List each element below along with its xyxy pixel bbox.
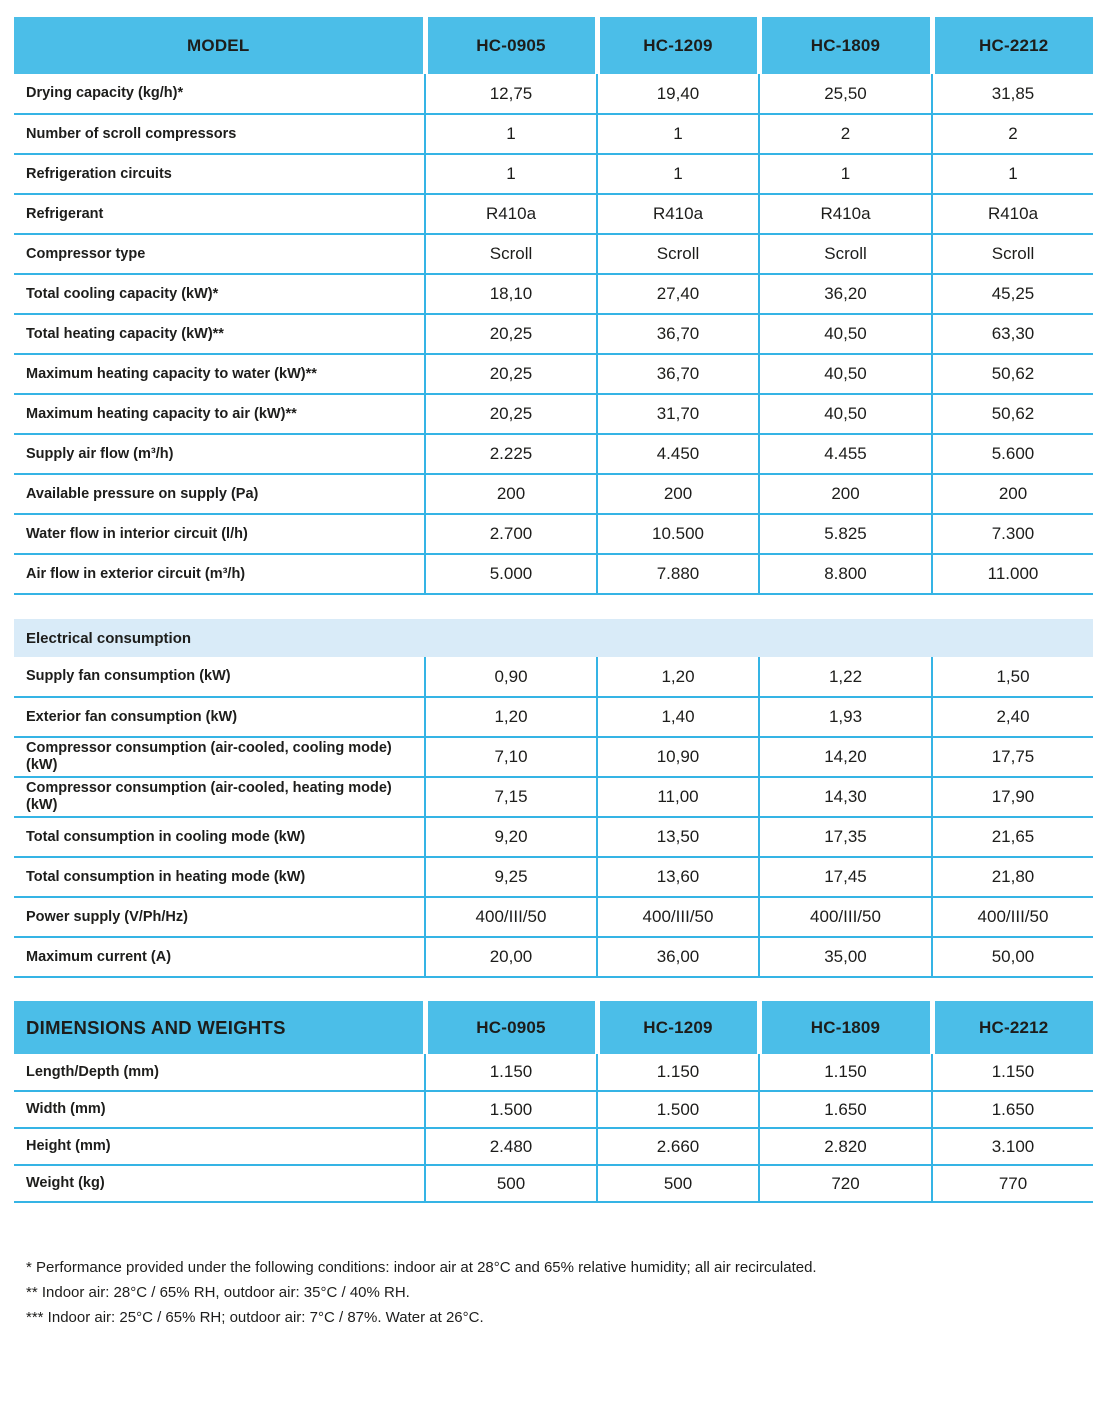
row-value: 2 <box>759 114 932 154</box>
row-label: Length/Depth (mm) <box>14 1054 425 1091</box>
row-label: Number of scroll compressors <box>14 114 425 154</box>
main-spec-table <box>14 17 1093 595</box>
row-value: 200 <box>597 474 759 514</box>
row-label: Air flow in exterior circuit (m³/h) <box>14 554 425 594</box>
row-value: 0,90 <box>425 657 597 697</box>
row-value: 50,62 <box>932 354 1093 394</box>
row-value: 40,50 <box>759 394 932 434</box>
column-header-hc-1209: HC-1209 <box>597 17 759 74</box>
row-label: Exterior fan consumption (kW) <box>14 697 425 737</box>
footnote-3: *** Indoor air: 25°C / 65% RH; outdoor air: 7°C / 87%. Water at 26°C. <box>26 1309 484 1326</box>
table-row <box>14 1054 1093 1091</box>
row-value: 2.660 <box>597 1128 759 1165</box>
dimensions-weights-table <box>14 1001 1093 1203</box>
table-row <box>14 697 1093 737</box>
row-value: 27,40 <box>597 274 759 314</box>
row-value: 50,00 <box>932 937 1093 977</box>
row-label: Refrigerant <box>14 194 425 234</box>
main-header-row <box>14 17 1093 74</box>
row-value: 5.600 <box>932 434 1093 474</box>
row-value: 9,25 <box>425 857 597 897</box>
dim-column-header-hc-1209: HC-1209 <box>597 1001 759 1054</box>
row-value: 17,75 <box>932 737 1093 777</box>
row-value: 5.000 <box>425 554 597 594</box>
row-label: Power supply (V/Ph/Hz) <box>14 897 425 937</box>
row-label: Refrigeration circuits <box>14 154 425 194</box>
row-value: 50,62 <box>932 394 1093 434</box>
table-row <box>14 554 1093 594</box>
row-value: 40,50 <box>759 354 932 394</box>
row-value: 20,00 <box>425 937 597 977</box>
row-label: Maximum heating capacity to water (kW)** <box>14 354 425 394</box>
row-value: 7.880 <box>597 554 759 594</box>
table-row <box>14 474 1093 514</box>
row-value: 400/III/50 <box>597 897 759 937</box>
row-value: 720 <box>759 1165 932 1202</box>
row-value: 19,40 <box>597 74 759 114</box>
dimensions-header-row <box>14 1001 1093 1054</box>
row-value: 2 <box>932 114 1093 154</box>
row-value: 20,25 <box>425 394 597 434</box>
row-value: 31,70 <box>597 394 759 434</box>
row-value: 400/III/50 <box>425 897 597 937</box>
row-value: 4.450 <box>597 434 759 474</box>
row-value: 2.480 <box>425 1128 597 1165</box>
row-value: 1,40 <box>597 697 759 737</box>
row-value: 1,20 <box>425 697 597 737</box>
row-value: 2.820 <box>759 1128 932 1165</box>
table-row <box>14 154 1093 194</box>
row-label: Weight (kg) <box>14 1165 425 1202</box>
row-label: Total consumption in cooling mode (kW) <box>14 817 425 857</box>
row-value: 5.825 <box>759 514 932 554</box>
row-value: 17,45 <box>759 857 932 897</box>
row-label: Total heating capacity (kW)** <box>14 314 425 354</box>
row-label: Maximum current (A) <box>14 937 425 977</box>
row-value: 7,15 <box>425 777 597 817</box>
row-value: 200 <box>932 474 1093 514</box>
row-value: 1.150 <box>597 1054 759 1091</box>
row-value: 13,60 <box>597 857 759 897</box>
row-label: Maximum heating capacity to air (kW)** <box>14 394 425 434</box>
row-value: 17,90 <box>932 777 1093 817</box>
row-value: 1 <box>932 154 1093 194</box>
table-row <box>14 897 1093 937</box>
row-value: 1.500 <box>597 1091 759 1128</box>
row-value: 500 <box>425 1165 597 1202</box>
table-row <box>14 234 1093 274</box>
row-value: 36,00 <box>597 937 759 977</box>
row-label: Height (mm) <box>14 1128 425 1165</box>
row-value: 1.500 <box>425 1091 597 1128</box>
row-label: Total consumption in heating mode (kW) <box>14 857 425 897</box>
row-value: 9,20 <box>425 817 597 857</box>
row-value: 2.700 <box>425 514 597 554</box>
row-value: 8.800 <box>759 554 932 594</box>
table-row <box>14 194 1093 234</box>
table-row <box>14 74 1093 114</box>
row-value: 1,20 <box>597 657 759 697</box>
row-label: Water flow in interior circuit (l/h) <box>14 514 425 554</box>
row-value: 3.100 <box>932 1128 1093 1165</box>
row-value: R410a <box>759 194 932 234</box>
row-value: 1.650 <box>932 1091 1093 1128</box>
row-value: 2,40 <box>932 697 1093 737</box>
dim-column-header-hc-0905: HC-0905 <box>425 1001 597 1054</box>
row-value: 1 <box>597 114 759 154</box>
row-value: 1.150 <box>425 1054 597 1091</box>
row-value: 1 <box>759 154 932 194</box>
row-value: 7,10 <box>425 737 597 777</box>
table-row <box>14 737 1093 777</box>
row-value: 1 <box>425 154 597 194</box>
table-row <box>14 394 1093 434</box>
dimensions-section-title: DIMENSIONS AND WEIGHTS <box>14 1001 425 1054</box>
row-label: Compressor consumption (air-cooled, heating mode) (kW) <box>14 777 425 817</box>
footnote-2: ** Indoor air: 28°C / 65% RH, outdoor air: 35°C / 40% RH. <box>26 1284 410 1301</box>
row-value: 400/III/50 <box>759 897 932 937</box>
row-label: Available pressure on supply (Pa) <box>14 474 425 514</box>
table-row <box>14 777 1093 817</box>
row-value: 1,93 <box>759 697 932 737</box>
table-row <box>14 1165 1093 1202</box>
row-value: 10.500 <box>597 514 759 554</box>
row-value: 4.455 <box>759 434 932 474</box>
row-value: 200 <box>425 474 597 514</box>
table-row <box>14 434 1093 474</box>
row-value: 12,75 <box>425 74 597 114</box>
column-header-hc-0905: HC-0905 <box>425 17 597 74</box>
row-value: Scroll <box>425 234 597 274</box>
row-value: 11,00 <box>597 777 759 817</box>
electrical-consumption-table <box>14 657 1093 978</box>
row-value: 40,50 <box>759 314 932 354</box>
row-value: 21,65 <box>932 817 1093 857</box>
table-row <box>14 114 1093 154</box>
row-value: 36,70 <box>597 314 759 354</box>
row-label: Supply fan consumption (kW) <box>14 657 425 697</box>
table-row <box>14 514 1093 554</box>
row-value: 17,35 <box>759 817 932 857</box>
table-row <box>14 937 1093 977</box>
row-value: 25,50 <box>759 74 932 114</box>
table-row <box>14 657 1093 697</box>
electrical-consumption-section-band <box>14 619 1093 657</box>
row-value: 1 <box>425 114 597 154</box>
electrical-consumption-title: Electrical consumption <box>26 629 192 647</box>
row-value: 1.150 <box>759 1054 932 1091</box>
row-value: 35,00 <box>759 937 932 977</box>
row-value: 1 <box>597 154 759 194</box>
dim-column-header-hc-2212: HC-2212 <box>932 1001 1093 1054</box>
row-value: 2.225 <box>425 434 597 474</box>
row-label: Drying capacity (kg/h)* <box>14 74 425 114</box>
row-value: R410a <box>597 194 759 234</box>
column-header-hc-1809: HC-1809 <box>759 17 932 74</box>
row-value: 13,50 <box>597 817 759 857</box>
row-label: Compressor type <box>14 234 425 274</box>
table-row <box>14 314 1093 354</box>
row-value: 200 <box>759 474 932 514</box>
row-value: 7.300 <box>932 514 1093 554</box>
row-value: R410a <box>932 194 1093 234</box>
row-value: 20,25 <box>425 354 597 394</box>
table-row <box>14 857 1093 897</box>
row-value: 36,20 <box>759 274 932 314</box>
row-value: 400/III/50 <box>932 897 1093 937</box>
table-row <box>14 274 1093 314</box>
table-row <box>14 354 1093 394</box>
row-value: 36,70 <box>597 354 759 394</box>
row-value: 11.000 <box>932 554 1093 594</box>
row-value: Scroll <box>597 234 759 274</box>
row-value: 1.150 <box>932 1054 1093 1091</box>
row-value: 14,20 <box>759 737 932 777</box>
row-label: Width (mm) <box>14 1091 425 1128</box>
row-value: 1,50 <box>932 657 1093 697</box>
footnote-1: * Performance provided under the following conditions: indoor air at 28°C and 65% relative humidity; all air recirculated. <box>26 1259 817 1276</box>
row-value: 20,25 <box>425 314 597 354</box>
row-value: 21,80 <box>932 857 1093 897</box>
row-value: 10,90 <box>597 737 759 777</box>
table-row <box>14 817 1093 857</box>
row-label: Total cooling capacity (kW)* <box>14 274 425 314</box>
row-value: 500 <box>597 1165 759 1202</box>
column-header-hc-2212: HC-2212 <box>932 17 1093 74</box>
row-value: Scroll <box>759 234 932 274</box>
table-row <box>14 1128 1093 1165</box>
row-value: R410a <box>425 194 597 234</box>
dim-column-header-hc-1809: HC-1809 <box>759 1001 932 1054</box>
row-value: 770 <box>932 1165 1093 1202</box>
footnotes <box>14 1255 1093 1330</box>
row-value: 31,85 <box>932 74 1093 114</box>
row-value: 1,22 <box>759 657 932 697</box>
row-label: Compressor consumption (air-cooled, cooling mode) (kW) <box>14 737 425 777</box>
row-value: Scroll <box>932 234 1093 274</box>
row-value: 18,10 <box>425 274 597 314</box>
column-header-model: MODEL <box>14 17 425 74</box>
row-value: 63,30 <box>932 314 1093 354</box>
table-row <box>14 1091 1093 1128</box>
row-value: 45,25 <box>932 274 1093 314</box>
row-value: 14,30 <box>759 777 932 817</box>
row-value: 1.650 <box>759 1091 932 1128</box>
row-label: Supply air flow (m³/h) <box>14 434 425 474</box>
